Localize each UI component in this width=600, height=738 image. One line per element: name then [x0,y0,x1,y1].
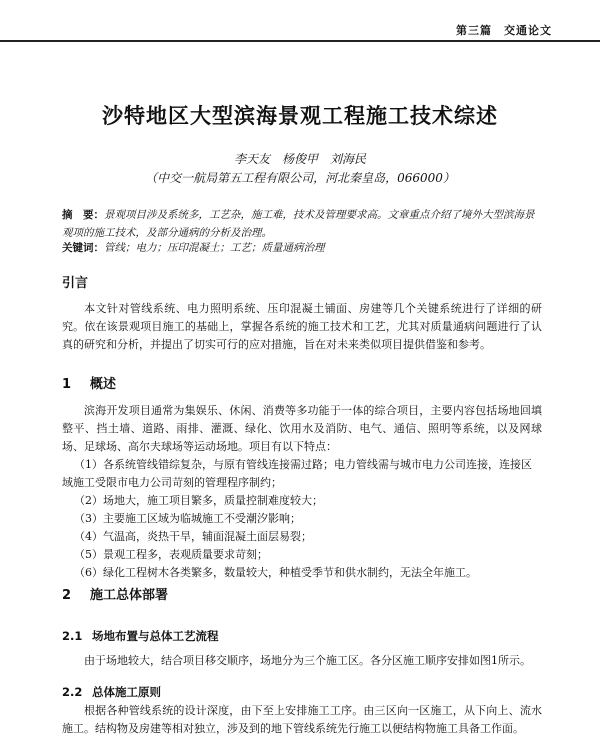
keywords-text: 管线；电力；压印混凝土；工艺；质量通病治理 [104,242,325,254]
intro-heading: 引言 [62,276,89,291]
subsection-2-2-paragraph: 根据各种管线系统的设计深度，由下至上安排施工工序。由三区向一区施工，从下向上、流水施工。结构物及房建等相对独立，涉及到的地下管线系统先行施工以便结构物施工具备工作面。 [62,704,542,735]
list-item: （2）场地大，施工项目繁多，质量控制难度较大； [74,494,323,507]
subsection-2-2-number: 2.2 [62,685,83,699]
article-title: 沙特地区大型滨海景观工程施工技术综述 [102,104,498,128]
section1-heading [62,373,116,392]
page-header [0,0,600,42]
section1-number: 1 [62,377,72,392]
keywords [62,240,540,255]
affiliation: （中交一航局第五工程有限公司，河北秦皇岛，066000） [145,171,455,185]
intro-paragraph: 本文针对管线系统、电力照明系统、压印混凝土铺面、房建等几个关键系统进行了详细的研究。依在该景观项目施工的基础上，掌握各系统的施工技术和工艺，尤其对质量通病问题进行了认真的研究和分析，并提出了切实可行的应对措施，旨在对未来类似项目提供借鉴和参考。 [62,302,542,351]
subsection-2-1-paragraph: 由于场地较大，结合项目移交顺序，场地分为三个施工区。各分区施工顺序安排如图1所示。 [84,654,531,667]
list-item: （3）主要施工区域为临城施工不受潮汐影响； [74,512,301,525]
subsection-2-1-title: 场地布置与总体工艺流程 [92,629,219,643]
section-label: 第三篇 交通论文 [456,24,552,37]
section2-title: 施工总体部署 [90,588,169,603]
subsection-2-2-heading [62,684,161,700]
abstract-label: 摘 要： [62,209,104,221]
list-item: （4）气温高，炎热干旱，辅面混凝土面层易裂； [74,530,312,543]
section2-number: 2 [62,588,72,603]
section2-heading [62,584,168,603]
abstract [62,206,540,242]
list-item: （5）景观工程多，表观质量要求苛刻； [74,548,268,561]
subsection-2-1-number: 2.1 [62,629,83,643]
subsection-2-1-heading [62,628,219,644]
section1-paragraph: 滨海开发项目通常为集娱乐、休闲、消费等多功能于一体的综合项目，主要内容包括场地回填整平、挡土墙、道路、雨排、灌溉、绿化、饮用水及消防、电气、通信、照明等系统，以及网球场、足球场、高尔夫球场等运动场地。项目有以下特点： [62,404,542,453]
keywords-label: 关键词： [62,242,104,254]
list-item: （6）绿化工程树木各类繁多，数量较大，种植受季节和供水制约，无法全年施工。 [74,566,477,579]
subsection-2-2-title: 总体施工原则 [92,685,161,699]
authors: 李天友 杨俊甲 刘海民 [233,152,366,166]
section1-title: 概述 [90,377,117,392]
abstract-text: 景观项目涉及系统多，工艺杂，施工难，技术及管理要求高。文章重点介绍了境外大型滨海景观项的施工技术，及部分通病的分析及治理。 [62,209,535,239]
feature-list [62,456,542,582]
list-item: （1）各系统管线错综复杂，与原有管线连接需过路；电力管线需与城市电力公司连接，连接区域施工受限市电力公司苛刻的管理程序制约； [62,458,532,489]
